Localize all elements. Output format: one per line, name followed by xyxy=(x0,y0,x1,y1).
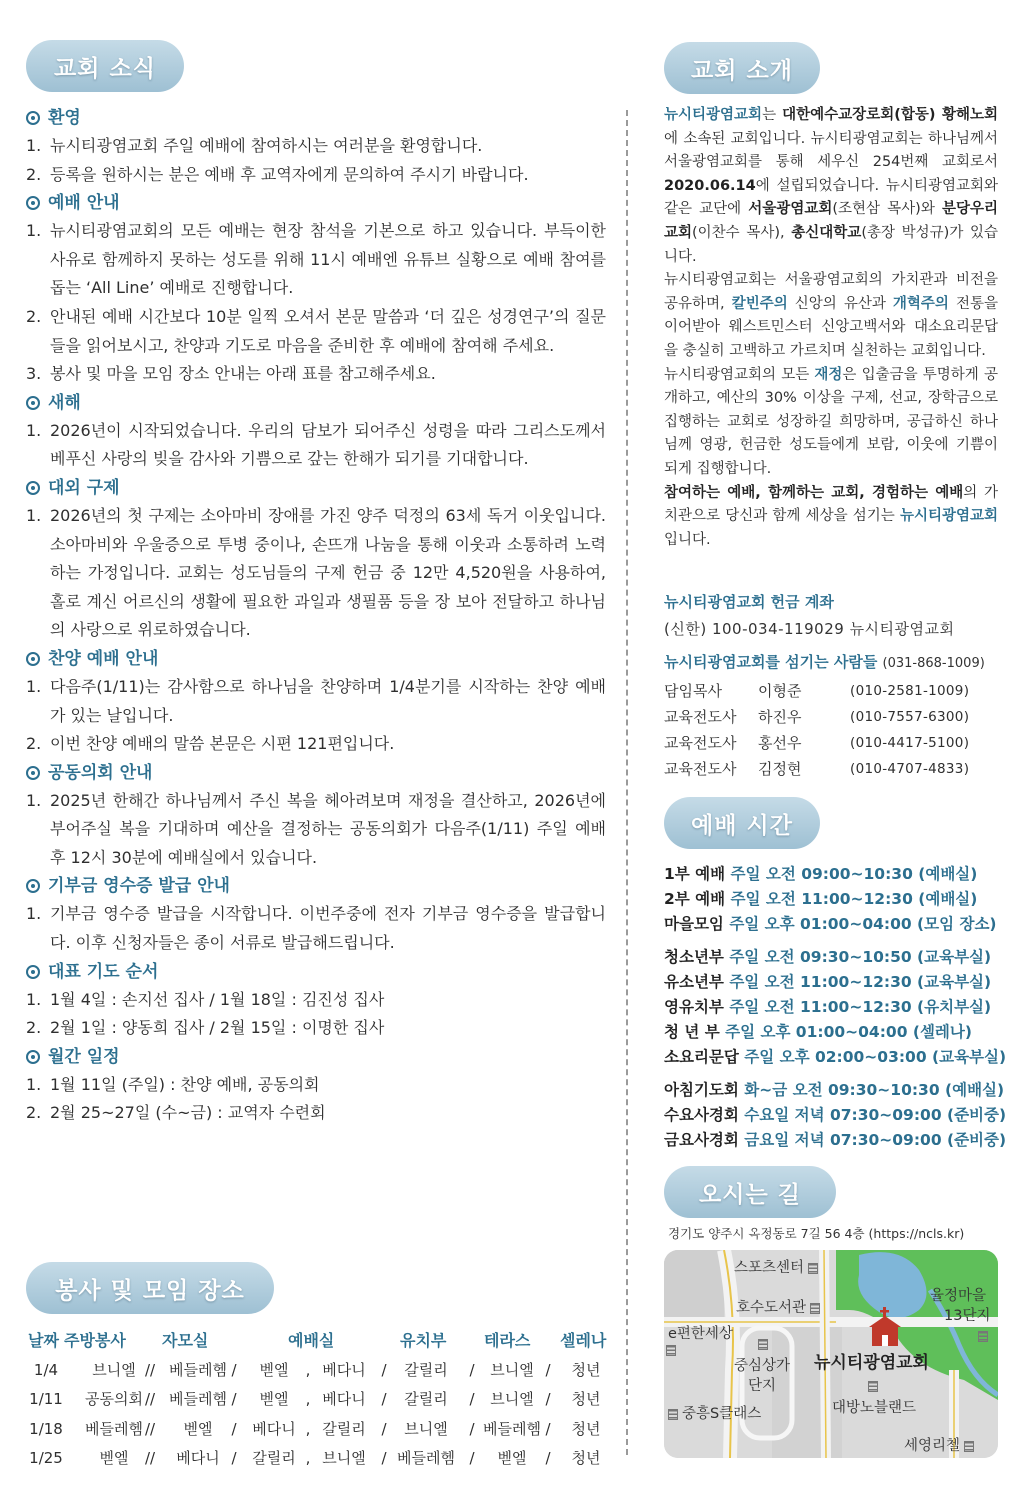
schedule-time: 화~금 오전 09:30~10:30 (예배실) xyxy=(744,1081,1005,1099)
table-cell: , xyxy=(305,1390,311,1408)
schedule-row xyxy=(664,1020,1004,1045)
worship-schedule xyxy=(664,862,1007,1153)
item-number: 1. xyxy=(26,505,42,525)
schedule-row xyxy=(664,1078,1004,1103)
table-cell: / xyxy=(231,1360,237,1379)
map-label-seyoung: 세영리첼 xyxy=(904,1434,974,1455)
table-cell: / xyxy=(469,1390,475,1408)
circle-bullet-icon xyxy=(26,1050,40,1064)
table-cell: 벧엘 xyxy=(259,1360,289,1379)
schedule-name: 청 년 부 xyxy=(664,1023,720,1041)
item-number: 2. xyxy=(26,1103,42,1123)
table-cell: 갈릴리 xyxy=(404,1390,448,1408)
table-cell: 브니엘 xyxy=(92,1360,136,1379)
table-header-cell: 예배실 xyxy=(288,1331,335,1350)
item-number: 2. xyxy=(26,306,42,326)
table-cell: / xyxy=(381,1449,387,1467)
table-cell: 1/18 xyxy=(29,1419,63,1438)
table-cell: / xyxy=(381,1360,387,1379)
map-label-center: 중심상가 xyxy=(734,1358,791,1374)
item-number: 2. xyxy=(26,164,42,184)
schedule-time: 수요일 저녁 07:30~09:00 (준비중) xyxy=(744,1106,1007,1124)
service-places-header: 봉사 및 모임 장소 xyxy=(26,1262,274,1314)
schedule-name: 수요사경회 xyxy=(664,1106,739,1124)
building-icon-daebang xyxy=(868,1378,882,1394)
circle-bullet-icon xyxy=(26,111,40,125)
intro-paragraph xyxy=(664,104,998,269)
item-text: 2026년이 시작되었습니다. 우리의 담보가 되어주신 성령을 따라 그리스도께서 베푸신 사랑의 빚을 감사와 기쁨으로 갚는 한해가 되기를 기대합니다. xyxy=(50,420,606,469)
emphasis-text: 서울광염교회 xyxy=(748,201,833,218)
table-header-row xyxy=(26,1326,616,1356)
table-cell: 1/11 xyxy=(29,1390,63,1408)
table-cell: 벧엘 xyxy=(99,1449,129,1467)
item-number: 1. xyxy=(26,790,42,810)
item-text: 등록을 원하시는 분은 예배 후 교역자에게 문의하여 주시기 바랍니다. xyxy=(50,164,529,184)
news-item xyxy=(26,417,606,474)
emphasis-text: 총신대학교 xyxy=(791,224,862,241)
schedule-row xyxy=(664,912,1004,937)
item-text: 2월 1일 : 양동희 집사 / 2월 15일 : 이명한 집사 xyxy=(50,1018,385,1038)
account-number: (신한) 100-034-119029 뉴시티광염교회 xyxy=(664,620,955,638)
section-title xyxy=(26,104,606,132)
table-row xyxy=(26,1385,616,1415)
item-number: 1. xyxy=(26,420,42,440)
schedule-name: 유소년부 xyxy=(664,973,724,991)
intro-text: 입니다. xyxy=(664,531,711,548)
news-item xyxy=(26,360,606,389)
table-cell: , xyxy=(305,1419,311,1438)
worship-time-header: 예배 시간 xyxy=(664,797,820,849)
table-cell: / xyxy=(381,1419,387,1438)
staff-title-text: 뉴시티광염교회를 섬기는 사람들 xyxy=(664,653,878,671)
directions-header: 오시는 길 xyxy=(664,1166,836,1218)
table-cell: / xyxy=(545,1390,551,1408)
building-icon xyxy=(668,1409,678,1420)
table-cell: 벧엘 xyxy=(259,1390,289,1408)
item-text: 봉사 및 마을 모임 장소 안내는 아래 표를 참고해주세요. xyxy=(50,364,436,384)
table-header-cell: 테라스 xyxy=(484,1331,531,1350)
emphasis-text: 참여하는 예배, 함께하는 교회, 경험하는 예배 xyxy=(664,484,964,501)
section-title xyxy=(26,1043,606,1071)
item-number: 1. xyxy=(26,904,42,924)
table-cell: 베다니 xyxy=(176,1449,220,1467)
table-cell: 베들레헴 xyxy=(483,1419,541,1438)
table-cell: 베들레헴 xyxy=(397,1449,455,1467)
schedule-time: 주일 오전 09:30~10:50 (교육부실) xyxy=(729,948,992,966)
table-header-cell: 셀레나 xyxy=(560,1331,607,1350)
table-header-cell: 자모실 xyxy=(162,1331,209,1350)
section-title-text: 대표 기도 순서 xyxy=(48,961,159,982)
section-title-text: 대외 구제 xyxy=(48,477,120,498)
intro-text: 는 xyxy=(762,107,783,123)
schedule-time: 주일 오전 11:00~12:30 (유치부실) xyxy=(729,998,992,1016)
staff-title xyxy=(664,648,1004,678)
schedule-row xyxy=(664,1045,1007,1070)
section-title xyxy=(26,389,606,417)
table-cell: / xyxy=(231,1449,237,1467)
table-cell: 공동의회 xyxy=(85,1390,143,1408)
item-number: 3. xyxy=(26,364,42,384)
section-title xyxy=(26,958,606,986)
schedule-name: 1부 예배 xyxy=(664,865,726,883)
section-title-text: 예배 안내 xyxy=(48,193,120,214)
table-cell: 브니엘 xyxy=(404,1419,448,1438)
table-cell: 베다니 xyxy=(322,1390,366,1408)
section-title-text: 공동의회 안내 xyxy=(48,762,153,783)
item-text: 뉴시티광염교회 주일 예배에 참여하시는 여러분을 환영합니다. xyxy=(50,136,483,155)
schedule-time: 주일 오후 01:00~04:00 (모임 장소) xyxy=(729,915,997,933)
table-cell: , xyxy=(305,1449,311,1467)
emphasis-text: 칼빈주의 xyxy=(731,295,788,312)
circle-bullet-icon xyxy=(26,965,40,979)
news-item xyxy=(26,1014,606,1043)
section-title xyxy=(26,189,606,217)
table-cell: 베들레헴 xyxy=(169,1360,227,1379)
news-item xyxy=(26,161,606,190)
table-cell: 갈릴리 xyxy=(252,1449,296,1467)
table-cell: 청년 xyxy=(571,1449,601,1467)
church-address: 경기도 양주시 옥정동로 7길 56 4층 (https://ncls.kr) xyxy=(668,1226,965,1241)
church-news xyxy=(26,104,606,1128)
news-item xyxy=(26,986,606,1015)
table-cell: / xyxy=(469,1360,475,1379)
table-cell: // xyxy=(144,1360,156,1379)
intro-text: 뉴시티광염교회는 서울광염교회의 가치관과 비전을 공유하며, xyxy=(664,272,998,312)
item-number: 1. xyxy=(26,221,42,241)
table-cell: / xyxy=(231,1419,237,1438)
schedule-spacer xyxy=(664,937,1004,945)
staff-row xyxy=(664,730,1004,756)
circle-bullet-icon xyxy=(26,766,40,780)
table-cell: 청년 xyxy=(571,1360,601,1379)
item-number: 2. xyxy=(26,1018,42,1038)
map-label-center-2: 단지 xyxy=(748,1378,777,1394)
table-header-cell: 날짜 xyxy=(28,1331,59,1350)
section-title xyxy=(26,872,606,900)
table-cell: // xyxy=(144,1390,156,1408)
table-cell: 베들레헴 xyxy=(169,1390,227,1408)
table-cell: , xyxy=(305,1360,311,1379)
table-header-cell: 주방봉사 xyxy=(64,1331,126,1350)
emphasis-text: 뉴시티광염교회 xyxy=(899,508,998,525)
news-item xyxy=(26,900,606,957)
item-text: 이번 찬양 예배의 말씀 본문은 시편 121편입니다. xyxy=(50,734,395,754)
item-text: 1월 11일 (주일) : 찬양 예배, 공동의회 xyxy=(50,1074,320,1094)
schedule-row xyxy=(664,995,1004,1020)
item-text: 2026년의 첫 구제는 소아마비 장애를 가진 양주 덕정의 63세 독거 이웃입니다. 소아마비와 우울증으로 투병 중이나, 손뜨개 나눔을 통해 이웃과 소통하려 노력하는 가정입니다. 교회는 성도님들의 구제 헌금 중 12만 4,520원을 사용하여, 홀로 계신 어르신의 생활에 필요한 과일과 생필품 등을 장 보아 전달하고 하나님의 사랑으로 위로하였습니다. xyxy=(50,505,606,640)
item-text: 1월 4일 : 손지선 집사 / 1월 18일 : 김진성 집사 xyxy=(50,989,385,1009)
item-text: 2월 25~27일 (수~금) : 교역자 수련회 xyxy=(50,1103,326,1123)
building-icon xyxy=(810,1303,820,1314)
news-item xyxy=(26,303,606,360)
item-number: 1. xyxy=(26,989,42,1009)
map-label-yul-2: 13단지 xyxy=(944,1308,991,1324)
table-cell: // xyxy=(144,1419,156,1438)
staff-phone: (010-7557-6300) xyxy=(850,709,970,725)
circle-bullet-icon xyxy=(26,396,40,410)
map-label-library: 호수도서관 xyxy=(736,1296,820,1317)
table-cell: 브니엘 xyxy=(322,1449,366,1467)
schedule-spacer xyxy=(664,1070,1004,1078)
item-text: 2025년 한해간 하나님께서 주신 복을 헤아려보며 재정을 결산하고, 2026년에 부어주실 복을 기대하며 예산을 결정하는 공동의회가 다음주(1/11) 주일 예배 후 12시 30분에 예배실에서 있습니다. xyxy=(50,790,606,867)
news-item xyxy=(26,730,606,759)
emphasis-text: 2020.06.14 xyxy=(664,177,756,194)
map-label-daebang: 대방노블랜드 xyxy=(832,1400,917,1416)
item-text: 기부금 영수증 발급을 시작합니다. 이번주중에 전자 기부금 영수증을 발급합니다. 이후 신청자들은 종이 서류로 발급해드립니다. xyxy=(50,904,606,953)
staff-name: 김정현 xyxy=(758,760,802,778)
staff-row xyxy=(664,678,1004,704)
schedule-time: 금요일 저녁 07:30~09:00 (준비중) xyxy=(744,1131,1007,1149)
schedule-time: 주일 오후 02:00~03:00 (교육부실) xyxy=(744,1048,1007,1066)
intro-text: (조현삼 목사)와 xyxy=(832,201,942,218)
staff-role: 교육전도사 xyxy=(664,734,737,752)
news-item xyxy=(26,132,606,161)
schedule-row xyxy=(664,1128,1007,1153)
table-cell: / xyxy=(381,1390,387,1408)
news-header: 교회 소식 xyxy=(26,40,184,92)
account-title: 뉴시티광염교회 헌금 계좌 xyxy=(664,593,834,611)
news-item xyxy=(26,502,606,645)
intro-header: 교회 소개 xyxy=(664,42,820,94)
building-icon-center xyxy=(758,1336,772,1352)
map-label-sports: 스포츠센터 xyxy=(734,1256,818,1277)
table-cell: 1/25 xyxy=(29,1449,63,1467)
schedule-name: 마을모임 xyxy=(664,915,724,933)
building-icon xyxy=(964,1441,974,1452)
staff-name: 이형준 xyxy=(758,682,802,700)
schedule-name: 소요리문답 xyxy=(664,1048,739,1066)
intro-paragraph xyxy=(664,269,998,363)
intro-text: 전통을 이어받아 웨스트민스터 신앙고백서와 대소요리문답을 충실히 고백하고 가르치며 실천하는 교회입니다. xyxy=(664,295,999,359)
staff-name: 홍선우 xyxy=(758,734,802,752)
building-icon-e xyxy=(666,1342,680,1358)
intro-text: (이찬수 목사), xyxy=(692,224,792,241)
circle-bullet-icon xyxy=(26,652,40,666)
schedule-row xyxy=(664,970,1004,995)
column-divider xyxy=(626,110,628,1455)
emphasis-text: 개혁주의 xyxy=(892,295,949,312)
news-item xyxy=(26,1099,606,1128)
intro-text: 은 입출금을 투명하게 공개하고, 예산의 30% 이상을 구제, 선교, 장학금으로 집행하는 교회로 성장하길 희망하며, 공급하신 하나님께 영광, 헌금한 성도들에게 보람, 이웃에 기쁨이 되게 집행합니다. xyxy=(664,366,998,477)
item-number: 1. xyxy=(26,136,42,155)
section-title-text: 기부금 영수증 발급 안내 xyxy=(48,876,230,897)
news-item xyxy=(26,673,606,730)
table-cell: 베다니 xyxy=(252,1419,296,1438)
staff-name: 하진우 xyxy=(758,708,802,726)
emphasis-text: 대한예수교장로회(합동) 황해노회 xyxy=(782,107,998,123)
table-cell: 벧엘 xyxy=(497,1449,527,1467)
table-cell: / xyxy=(231,1390,237,1408)
section-title xyxy=(26,474,606,502)
schedule-row xyxy=(664,862,1004,887)
item-text: 안내된 예배 시간보다 10분 일찍 오셔서 본문 말씀과 ‘더 깊은 성경연구’의 질문들을 읽어보시고, 찬양과 기도로 마음을 준비한 후 예배에 참여해 주세요. xyxy=(50,306,606,355)
staff-role: 교육전도사 xyxy=(664,708,737,726)
schedule-name: 금요사경회 xyxy=(664,1131,739,1149)
intro-paragraph xyxy=(664,482,998,553)
schedule-row xyxy=(664,887,1004,912)
church-phone: (031-868-1009) xyxy=(882,656,985,671)
item-number: 2. xyxy=(26,734,42,754)
staff-phone: (010-2581-1009) xyxy=(850,683,970,699)
table-cell: // xyxy=(144,1449,156,1467)
church-intro xyxy=(664,104,998,552)
table-cell: 1/4 xyxy=(33,1360,59,1379)
news-item xyxy=(26,787,606,873)
schedule-time: 주일 오전 09:00~10:30 (예배실) xyxy=(730,865,978,883)
section-title-text: 월간 일정 xyxy=(48,1046,120,1067)
table-cell: 청년 xyxy=(571,1419,601,1438)
table-cell: 브니엘 xyxy=(490,1360,534,1379)
schedule-row xyxy=(664,945,1004,970)
emphasis-text: 뉴시티광염교회 xyxy=(664,107,763,123)
table-row xyxy=(26,1356,616,1386)
schedule-name: 아침기도회 xyxy=(664,1081,739,1099)
news-item xyxy=(26,1071,606,1100)
staff-list xyxy=(664,648,1004,782)
table-cell: 브니엘 xyxy=(490,1390,534,1408)
map-label-church: 뉴시티광염교회 xyxy=(814,1353,929,1373)
table-cell: 갈릴리 xyxy=(404,1360,448,1379)
schedule-time: 주일 오후 01:00~04:00 (셀레나) xyxy=(725,1023,972,1041)
item-text: 다음주(1/11)는 감사함으로 하나님을 찬양하며 1/4분기를 시작하는 찬양 예배가 있는 날입니다. xyxy=(50,676,606,725)
intro-text: 의 가치관으로 당신과 함께 세상을 섬기는 xyxy=(664,484,998,525)
circle-bullet-icon xyxy=(26,196,40,210)
item-number: 1. xyxy=(26,676,42,696)
offering-account xyxy=(664,590,998,644)
table-row xyxy=(26,1415,616,1445)
news-item xyxy=(26,217,606,303)
emphasis-text: 분당우리교회 xyxy=(664,201,998,241)
table-cell: / xyxy=(545,1360,551,1379)
section-title-text: 찬양 예배 안내 xyxy=(48,648,159,669)
schedule-row xyxy=(664,1103,1007,1128)
map-label-e: e편한세상 xyxy=(668,1326,733,1342)
section-title-text: 환영 xyxy=(48,108,81,128)
intro-text: 신앙의 유산과 xyxy=(787,295,893,312)
staff-row xyxy=(664,704,1004,730)
staff-row xyxy=(664,756,1004,782)
item-number: 1. xyxy=(26,1074,42,1094)
circle-bullet-icon xyxy=(26,879,40,893)
item-text: 뉴시티광염교회의 모든 예배는 현장 참석을 기본으로 하고 있습니다. 부득이한 사유로 함께하지 못하는 성도를 위해 11시 예배엔 유튜브 실황으로 예배 참여를 돕는 ‘All Line’ 예배로 진행합니다. xyxy=(50,221,606,298)
table-header-cell: 유치부 xyxy=(400,1331,447,1350)
intro-text: 뉴시티광염교회의 모든 xyxy=(664,366,815,383)
section-title-text: 새해 xyxy=(48,392,81,413)
table-cell: / xyxy=(469,1449,475,1467)
table-cell: / xyxy=(469,1419,475,1438)
location-map xyxy=(664,1250,998,1458)
table-cell: 갈릴리 xyxy=(322,1419,366,1438)
emphasis-text: 재정 xyxy=(814,366,843,383)
table-cell: 청년 xyxy=(571,1390,601,1408)
intro-paragraph xyxy=(664,364,998,482)
table-cell: 베들레헴 xyxy=(85,1419,143,1438)
intro-text: 에 소속된 교회입니다. 뉴시티광염교회는 하나님께서 서울광염교회를 통해 세우신 254번째 교회로서 xyxy=(664,130,998,171)
intro-text: (총장 박성규)가 있습니다. xyxy=(664,224,998,265)
table-cell: 벧엘 xyxy=(183,1419,213,1438)
building-icon-yul xyxy=(978,1328,992,1344)
staff-phone: (010-4417-5100) xyxy=(850,735,970,751)
section-title xyxy=(26,645,606,673)
table-cell: / xyxy=(545,1449,551,1467)
staff-phone: (010-4707-4833) xyxy=(850,761,970,777)
map-label-yul: 율정마을 xyxy=(930,1288,987,1304)
schedule-name: 영유치부 xyxy=(664,998,724,1016)
table-cell: / xyxy=(545,1419,551,1438)
building-icon xyxy=(808,1263,818,1274)
table-row xyxy=(26,1444,616,1474)
map-label-joong: 중흥S클래스 xyxy=(668,1402,761,1423)
table-cell: 베다니 xyxy=(322,1360,366,1379)
schedule-time: 주일 오전 11:00~12:30 (예배실) xyxy=(730,890,978,908)
circle-bullet-icon xyxy=(26,481,40,495)
schedule-name: 2부 예배 xyxy=(664,890,726,908)
schedule-time: 주일 오전 11:00~12:30 (교육부실) xyxy=(729,973,992,991)
service-places-table xyxy=(26,1326,616,1474)
staff-role: 교육전도사 xyxy=(664,760,737,778)
section-title xyxy=(26,759,606,787)
intro-text: 에 설립되었습니다. 뉴시티광염교회와 같은 교단에 xyxy=(664,177,998,218)
staff-role: 담임목사 xyxy=(664,682,722,700)
schedule-name: 청소년부 xyxy=(664,948,724,966)
